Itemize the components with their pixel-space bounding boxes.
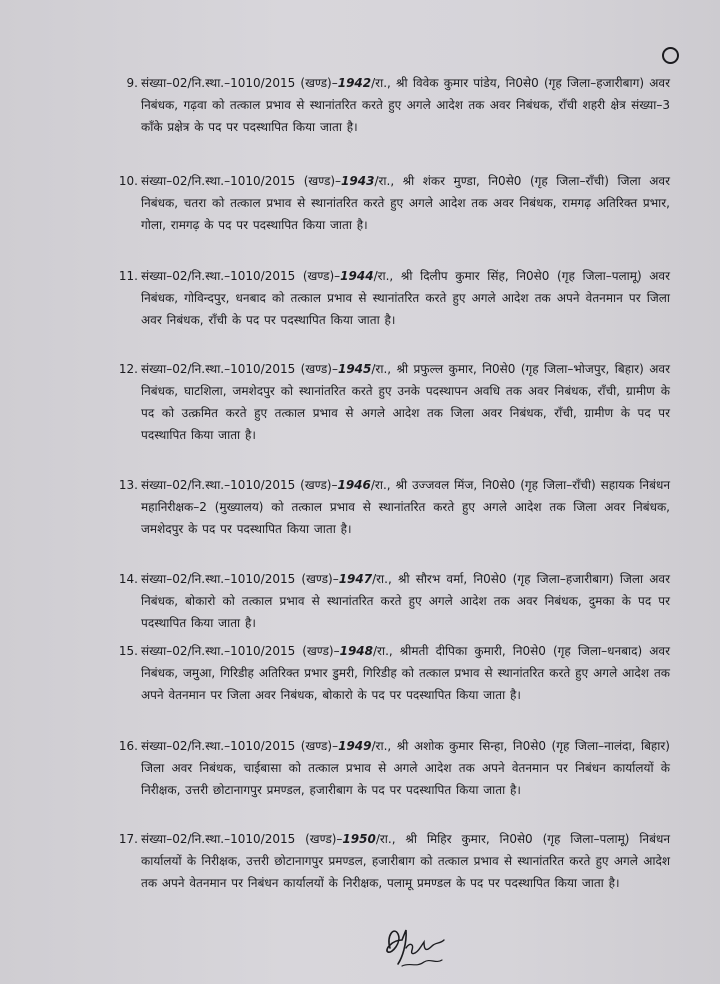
order-item bbox=[108, 170, 670, 236]
order-no: 1950 bbox=[342, 832, 376, 846]
order-reference: संख्या–02/नि.स्था.–1010/2015 (खण्ड)– bbox=[141, 478, 338, 492]
order-item bbox=[108, 640, 670, 706]
order-number: 10. bbox=[118, 174, 138, 188]
order-body: /रा., श्री प्रफुल्ल कुमार, नि0से0 (गृह जिला–भोजपुर, बिहार) अवर निबंधक, घाटशिला, जमशेदपुर को स्थानांतरित करते हुए उनके पदस्थापन अवधि तक अवर निबंधक, राँची, ग्रामीण के पद को उत्क्रमित करते हुए तत्काल प्रभाव से अगले आदेश तक जिला अवर निबंधक, राँची, ग्रामीण के पद पर पदस्थापित किया जाता है। bbox=[141, 362, 671, 442]
order-body: /रा., श्रीमती दीपिका कुमारी, नि0से0 (गृह जिला–धनबाद) अवर निबंधक, जमुआ, गिरिडीह अतिरिक्त प्रभार डुमरी, गिरिडीह को तत्काल प्रभाव से स्थानांतरित करते हुए अगले आदेश तक अपने वेतनमान पर जिला अवर निबंधक, बोकारो के पद पर पदस्थापित किया जाता है। bbox=[141, 644, 670, 702]
order-reference: संख्या–02/नि.स्था.–1010/2015 (खण्ड)– bbox=[141, 76, 338, 90]
order-no: 1944 bbox=[340, 269, 374, 283]
order-item bbox=[108, 358, 670, 446]
order-reference: संख्या–02/नि.स्था.–1010/2015 (खण्ड)– bbox=[141, 174, 342, 188]
order-number: 13. bbox=[118, 478, 138, 492]
order-number: 15. bbox=[118, 644, 138, 658]
circle-mark-icon bbox=[662, 47, 679, 64]
order-body: /रा., श्री सौरभ वर्मा, नि0से0 (गृह जिला–हजारीबाग) जिला अवर निबंधक, बोकारो को तत्काल प्रभाव से स्थानांतरित करते हुए अगले आदेश तक अवर निबंधक, दुमका के पद पर पदस्थापित किया जाता है। bbox=[141, 572, 670, 630]
order-reference: संख्या–02/नि.स्था.–1010/2015 (खण्ड)– bbox=[141, 832, 343, 846]
order-number: 11. bbox=[118, 269, 138, 283]
order-reference: संख्या–02/नि.स्था.–1010/2015 (खण्ड)– bbox=[141, 572, 339, 586]
order-no: 1945 bbox=[337, 362, 372, 376]
order-item bbox=[108, 72, 670, 138]
order-reference: संख्या–02/नि.स्था.–1010/2015 (खण्ड)– bbox=[141, 739, 339, 753]
order-text bbox=[141, 170, 670, 236]
order-body: /रा., श्री शंकर मुण्डा, नि0से0 (गृह जिला–राँची) जिला अवर निबंधक, चतरा को तत्काल प्रभाव से स्थानांतरित करते हुए अगले आदेश तक अवर निबंधक, रामगढ़ अतिरिक्त प्रभार, गोला, रामगढ़ के पद पर पदस्थापित किया जाता है। bbox=[141, 174, 670, 232]
order-no: 1946 bbox=[337, 478, 371, 492]
order-reference: संख्या–02/नि.स्था.–1010/2015 (खण्ड)– bbox=[141, 362, 338, 376]
order-number: 14. bbox=[118, 572, 138, 586]
handwritten-signature-icon bbox=[380, 918, 460, 978]
order-no: 1943 bbox=[341, 174, 375, 188]
order-body: /रा., श्री मिहिर कुमार, नि0से0 (गृह जिला–पलामू) निबंधन कार्यालयों के निरीक्षक, उत्तरी छोटानागपुर प्रमण्डल, हजारीबाग को तत्काल प्रभाव से स्थानांतरित करते हुए अगले आदेश तक अपने वेतनमान पर निबंधन कार्यालयों के निरीक्षक, पलामू प्रमण्डल के पद पर पदस्थापित किया जाता है। bbox=[141, 832, 670, 890]
order-reference: संख्या–02/नि.स्था.–1010/2015 (खण्ड)– bbox=[141, 269, 341, 283]
order-text bbox=[141, 735, 670, 801]
order-number: 17. bbox=[118, 832, 138, 846]
order-text bbox=[141, 568, 670, 634]
order-item bbox=[108, 474, 670, 540]
order-number: 9. bbox=[126, 76, 138, 90]
order-text bbox=[141, 474, 670, 540]
order-item bbox=[108, 265, 670, 331]
order-text bbox=[141, 640, 670, 706]
order-no: 1948 bbox=[339, 644, 374, 658]
order-text bbox=[141, 265, 670, 331]
order-body: /रा., श्री उज्जवल मिंज, नि0से0 (गृह जिला–राँची) सहायक निबंधन महानिरीक्षक–2 (मुख्यालय) को तत्काल प्रभाव से स्थानांतरित करते हुए अगले आदेश तक जिला अवर निबंधक, जमशेदपुर के पद पर पदस्थापित किया जाता है। bbox=[141, 478, 670, 536]
order-item bbox=[108, 568, 670, 634]
order-body: /रा., श्री अशोक कुमार सिन्हा, नि0से0 (गृह जिला–नालंदा, बिहार) जिला अवर निबंधक, चाईबासा को तत्काल प्रभाव से अगले आदेश तक अपने वेतनमान पर निबंधन कार्यालयों के निरीक्षक, उत्तरी छोटानागपुर प्रमण्डल, हजारीबाग के पद पर पदस्थापित किया जाता है। bbox=[141, 739, 670, 797]
order-text bbox=[141, 828, 670, 894]
order-text bbox=[141, 72, 670, 138]
order-no: 1949 bbox=[338, 739, 372, 753]
order-number: 16. bbox=[118, 739, 138, 753]
order-reference: संख्या–02/नि.स्था.–1010/2015 (खण्ड)– bbox=[141, 644, 340, 658]
order-body: /रा., श्री विवेक कुमार पांडेय, नि0से0 (गृह जिला–हजारीबाग) अवर निबंधक, गढ़वा को तत्काल प्रभाव से स्थानांतरित करते हुए अगले आदेश तक अवर निबंधक, राँची शहरी क्षेत्र संख्या–3 काँके प्रक्षेत्र के पद पर पदस्थापित किया जाता है। bbox=[141, 76, 670, 134]
order-text bbox=[141, 358, 670, 446]
order-item bbox=[108, 735, 670, 801]
order-body: /रा., श्री दिलीप कुमार सिंह, नि0से0 (गृह जिला–पलामू) अवर निबंधक, गोविन्दपुर, धनबाद को तत्काल प्रभाव से स्थानांतरित करते हुए अगले आदेश तक अपने वेतनमान पर जिला अवर निबंधक, राँची के पद पर पदस्थापित किया जाता है। bbox=[141, 269, 670, 327]
order-item bbox=[108, 828, 670, 894]
order-no: 1942 bbox=[337, 76, 372, 90]
order-number: 12. bbox=[118, 362, 138, 376]
order-no: 1947 bbox=[338, 572, 373, 586]
